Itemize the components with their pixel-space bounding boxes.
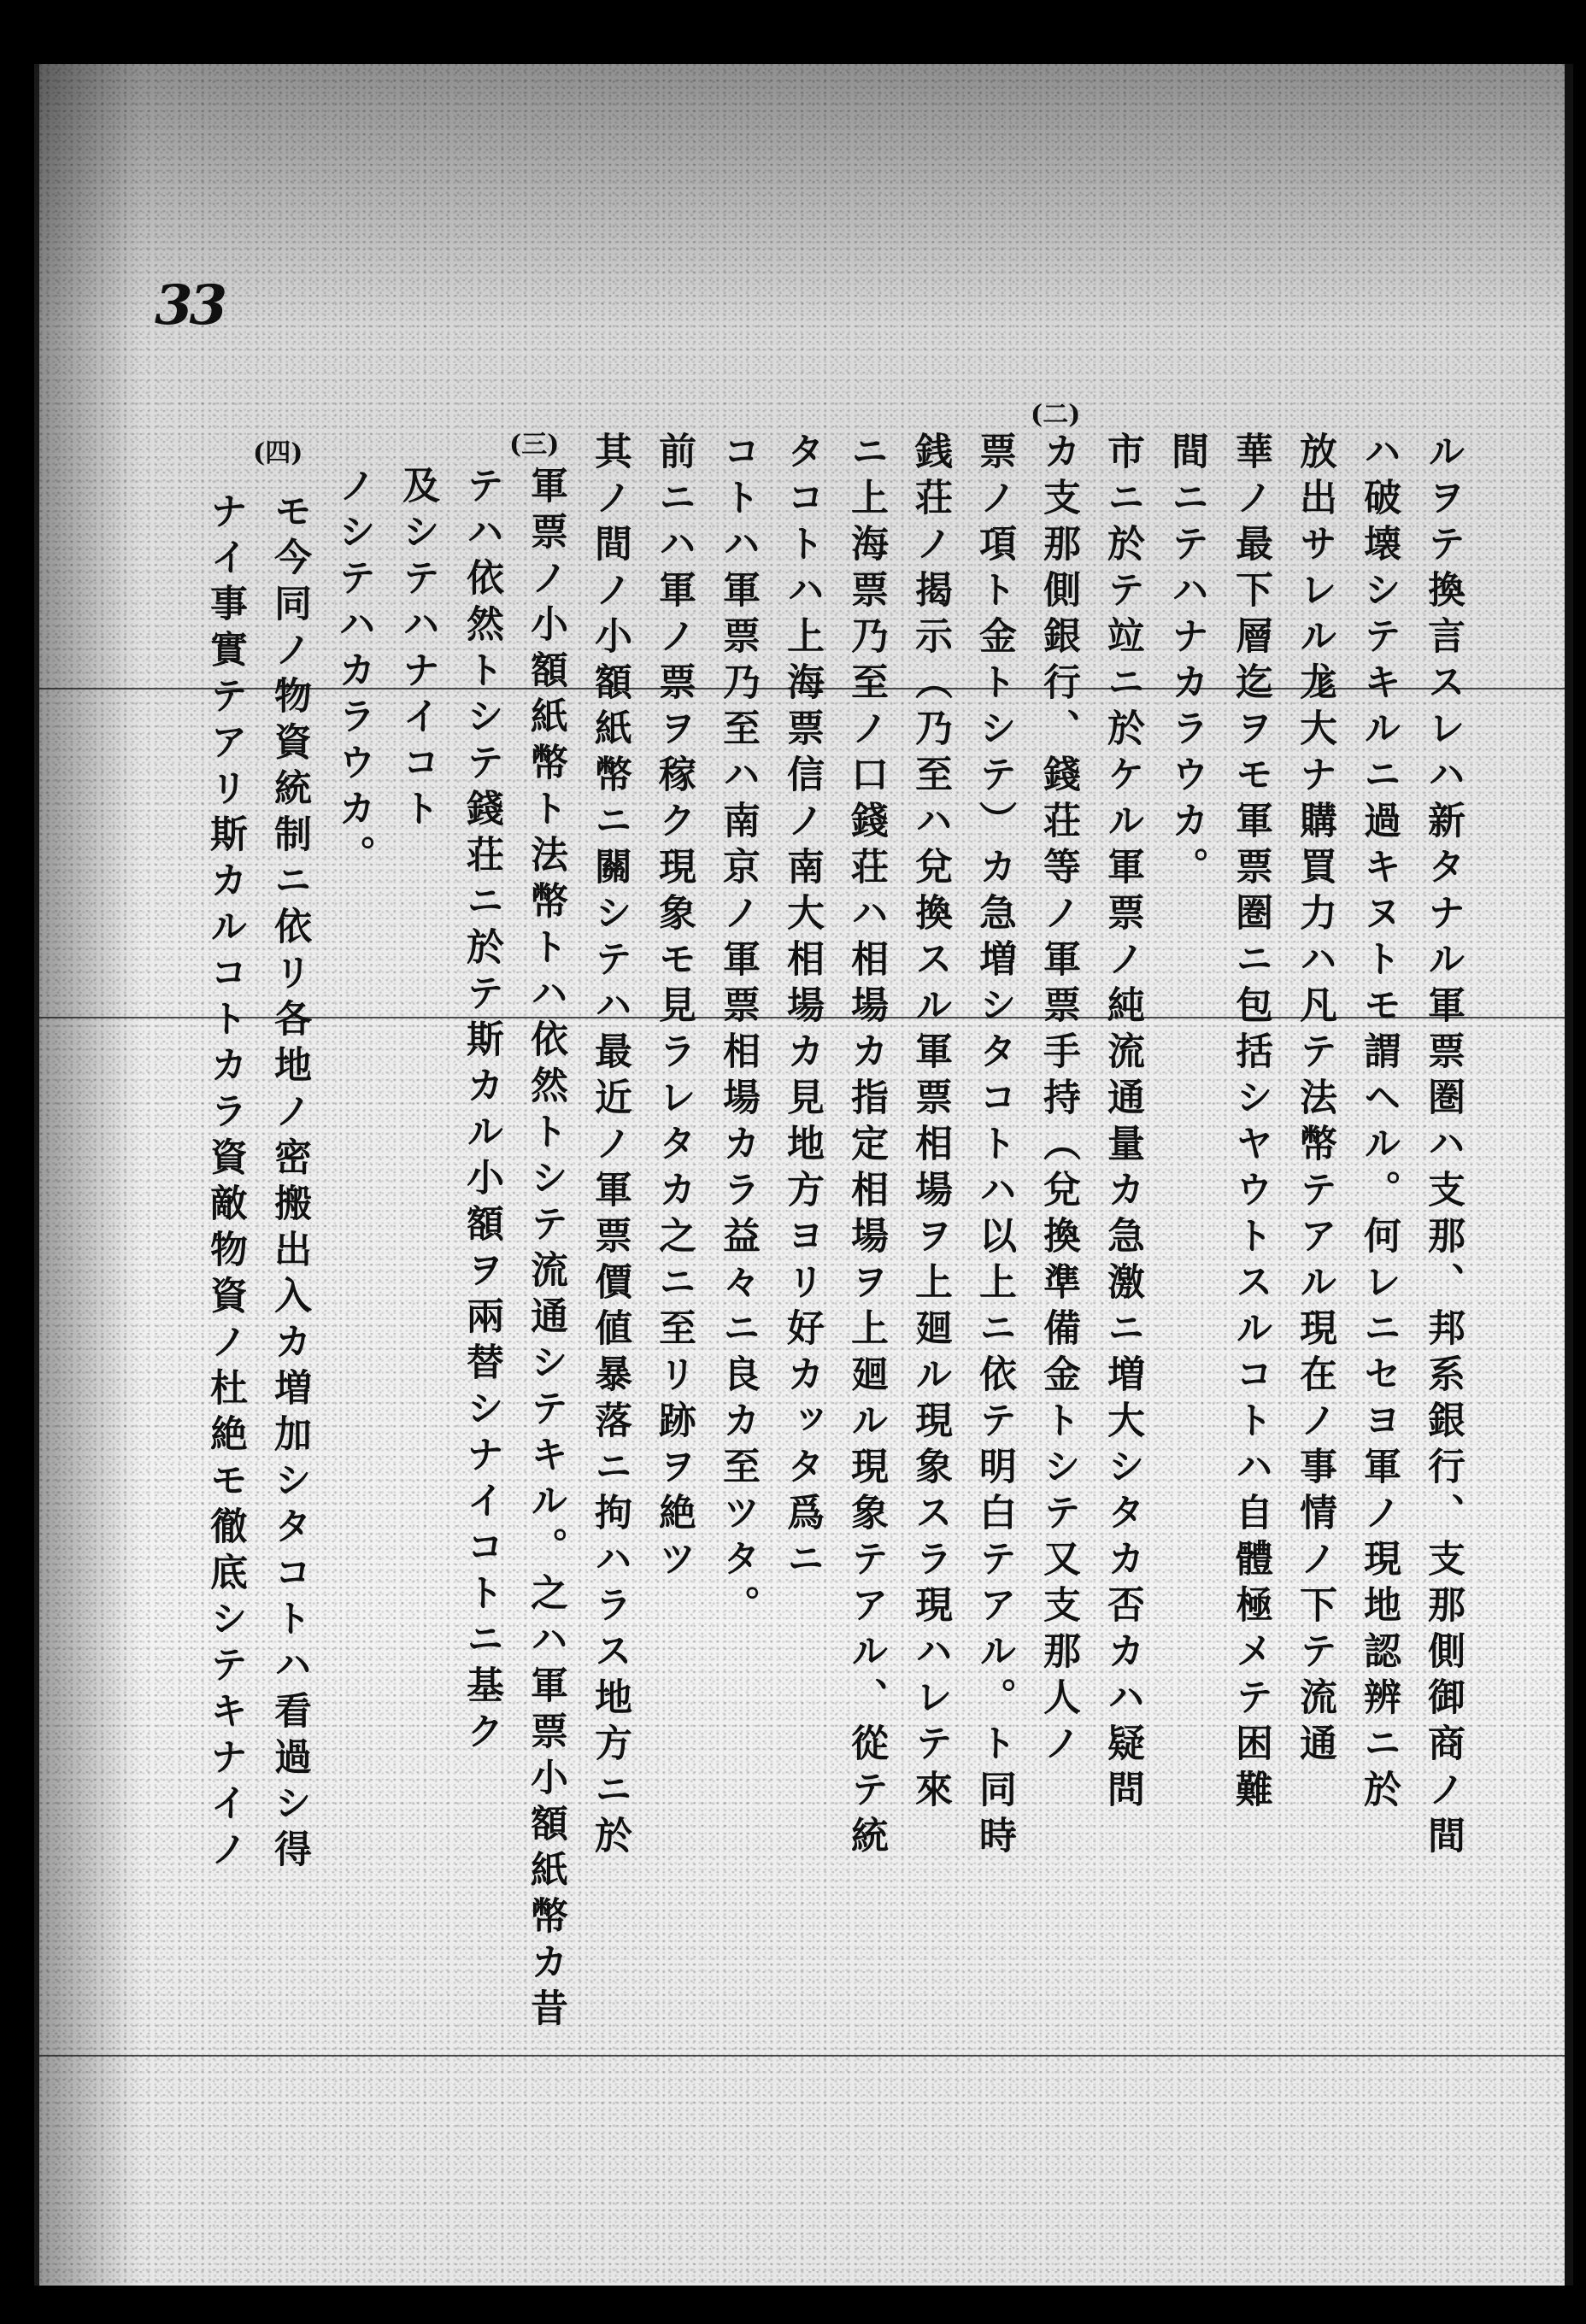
text-column: コトハ軍票乃至ハ南京ノ軍票相場カラ益々ニ良カ至ツタ。 <box>716 431 760 1631</box>
text-column: 銭荘ノ揭示（乃至ハ兌換スル軍票相場ヲ上廻ル現象スラ現ハレテ來 <box>908 431 952 1816</box>
text-column: ハ破壊シテキルニ過キヌトモ謂ヘル。何レニセヨ軍ノ現地認辨ニ於 <box>1357 431 1401 1816</box>
text-column: 放出サレル尨大ナ購買力ハ凡テ法幣テアル現在ノ事情ノ下テ流通 <box>1293 431 1336 1769</box>
text-column: 間ニテハナカラウカ。 <box>1165 431 1208 893</box>
text-column: タコトハ上海票信ノ南大相場カ見地方ヨリ好カッタ爲ニ <box>780 431 824 1585</box>
text-column: ルヲテ換言スレハ新タナル軍票圏ハ支那、邦系銀行、支那側御商ノ間 <box>1421 431 1465 1862</box>
section-marker-3: (三) <box>509 430 560 460</box>
text-column: 市ニ於テ竝ニ於ケル軍票ノ純流通量カ急激ニ増大シタカ否カハ疑問 <box>1101 431 1144 1816</box>
text-column: 其ノ間ノ小額紙幣ニ關シテハ最近ノ軍票價値暴落ニ拘ハラス地方ニ於 <box>588 431 631 1862</box>
scan-line <box>39 2055 1565 2057</box>
text-column: 華ノ最下層迄ヲモ軍票圏ニ包括シヤウトスルコトハ自體極メテ困難 <box>1229 431 1272 1816</box>
text-column: ナイ事實テアリ斯カルコトカラ資敵物資ノ杜絶モ徹底シテキナイノ <box>203 491 247 1875</box>
text-column: テハ依然トシテ錢荘ニ於テ斯カル小額ヲ兩替シナイコトニ基ク <box>460 466 503 1758</box>
text-column: 票ノ項ト金トシテ）カ急増シタコトハ以上ニ依テ明白テアル。ト同時 <box>972 431 1016 1862</box>
section-marker-2: (二) <box>1031 400 1081 430</box>
scan-shadow <box>39 64 142 2286</box>
text-column: 軍票ノ小額紙幣ト法幣トハ依然トシテ流通シテキル。之ハ軍票小額紙幣カ昔 <box>524 466 567 2034</box>
page-number: 33 <box>155 273 225 337</box>
text-column: ノシテハカラウカ。 <box>332 466 375 881</box>
document-page <box>34 64 1573 2286</box>
text-column: ニ上海票乃至ノ口錢荘ハ相場カ指定相場ヲ上廻ル現象テアル、從テ統 <box>844 431 888 1862</box>
section-marker-4: (四) <box>253 438 303 468</box>
text-column: 及シテハナイコト <box>396 466 439 835</box>
text-column: カ支那側銀行、錢荘等ノ軍票手持（兌換準備金トシテ又支那人ノ <box>1037 431 1080 1769</box>
text-column: モ今同ノ物資統制ニ依リ各地ノ密搬出入カ増加シタコトハ看過シ得 <box>267 491 311 1875</box>
text-column: 前ニハ軍ノ票ヲ稼ク現象モ見ラレタカ之ニ至リ跡ヲ絶ツ <box>652 431 696 1585</box>
